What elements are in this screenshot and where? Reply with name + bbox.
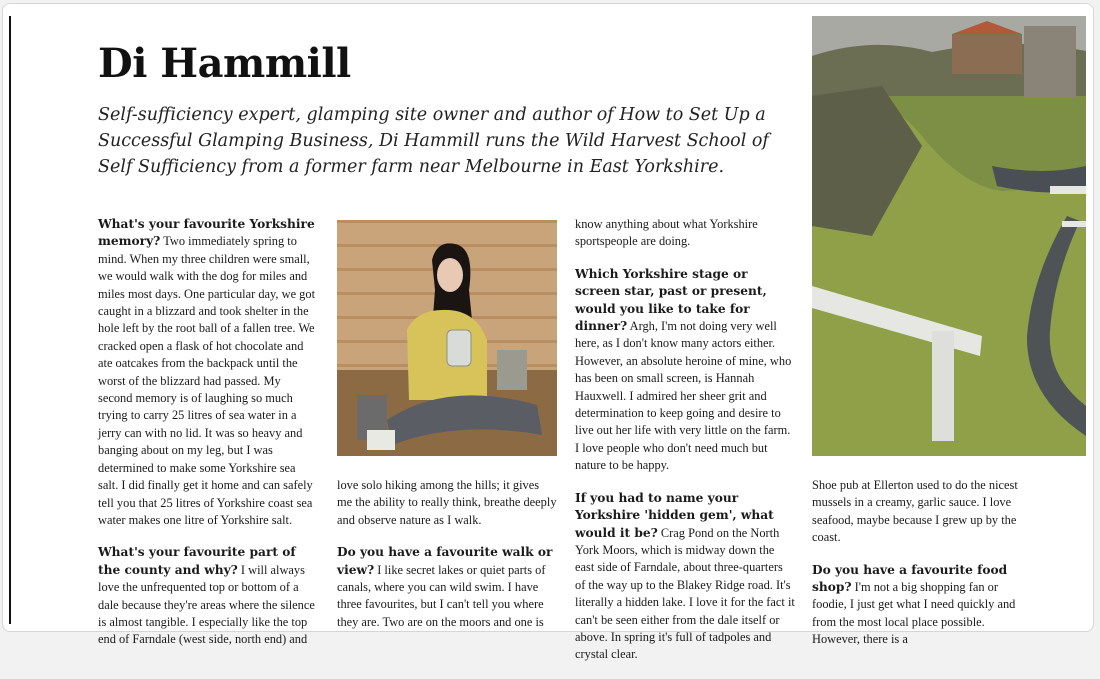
qa-paragraph	[337, 544, 557, 631]
portrait-photo	[337, 220, 557, 456]
answer: I like secret lakes or quiet parts of canals, where you can wild swim. I have three favourites, but I can't tell you where they are. Two are on the moors and one is	[337, 562, 546, 629]
answer-continued: know anything about what Yorkshire sportspeople are doing.	[575, 217, 758, 249]
text-column-2	[337, 477, 557, 646]
answer: I'm not a big shopping fan or foodie, I just get what I need quickly and from the most local place possible. However, there is a	[812, 580, 1016, 647]
question: Do you have a favourite food shop?	[812, 562, 1008, 595]
text-column-3	[575, 216, 795, 679]
landscape-photo	[812, 16, 1086, 456]
question: If you had to name your Yorkshire 'hidden gem', what would it be?	[575, 490, 774, 540]
answer: Two immediately spring to mind. When my three children were small, we would walk with the dog for miles and miles most days. One particular day, we got caught in a blizzard and took shelter in the hole left by the root ball of a fallen tree. We cracked open a flask of hot chocolate and ate oatcakes from the backpack until the worst of the blizzard had passed. My second memory is of laughing so much trying to carry 25 litres of sea water in a jerry can with no lid. It was so heavy and banging about on my leg, but I was determined to make some Yorkshire sea salt. I did finally get it home and can safely tell you that 25 litres of Yorkshire coast sea water makes one litre of Yorkshire salt.	[98, 234, 316, 527]
qa-paragraph	[812, 562, 1032, 649]
question: What's your favourite part of the county and why?	[98, 545, 296, 577]
article-standfirst: Self-sufficiency expert, glamping site owner and author of How to Set Up a Successful Glamping Business, Di Hammill runs the Wild Harvest School of Self Sufficiency from a former farm near Melbourne in East Yorkshire.	[98, 105, 769, 177]
question: Do you have a favourite walk or view?	[337, 545, 553, 577]
answer-continued: Shoe pub at Ellerton used to do the nicest mussels in a creamy, garlic sauce. I love seafood, maybe because I grew up by the coast.	[812, 478, 1018, 545]
qa-paragraph	[575, 490, 795, 664]
qa-paragraph	[575, 266, 795, 475]
text-column-1	[98, 216, 318, 664]
answer: I will always love the unfrequented top or bottom of a dale because they're areas where the silence is almost tangible. I especially like the top end of Farndale (west side, north end) and	[98, 562, 315, 647]
article-title: Di Hammill	[98, 40, 351, 87]
text-column-4	[812, 477, 1032, 664]
article-page	[2, 3, 1094, 662]
answer: Crag Pond on the North York Moors, which is midway down the east side of Farndale, about three-quarters of the way up to the Blakey Ridge road. It's literally a hidden lake. I love it for the fact it can't be seen either from the dale itself or above. In spring it's full of tadpoles and crystal clear.	[575, 525, 795, 662]
question: Which Yorkshire stage or screen star, past or present, would you like to take for dinner?	[575, 266, 767, 334]
question: What's your favourite Yorkshire memory?	[98, 217, 315, 249]
qa-paragraph	[98, 216, 318, 529]
qa-paragraph	[98, 544, 318, 648]
answer: Argh, I'm not doing very well here, as I don't know many actors either. However, an absolute heroine of mine, who has been on small screen, is Hannah Hauxwell. I admired her sheer grit and determination to keep going and desire to live out her life with very little on the farm. I love people who don't need much but nature to be happy.	[575, 319, 792, 473]
left-column-rule	[9, 16, 11, 624]
answer-continued: love solo hiking among the hills; it gives me the ability to really think, breathe deeply and observe nature as I walk.	[337, 478, 557, 527]
